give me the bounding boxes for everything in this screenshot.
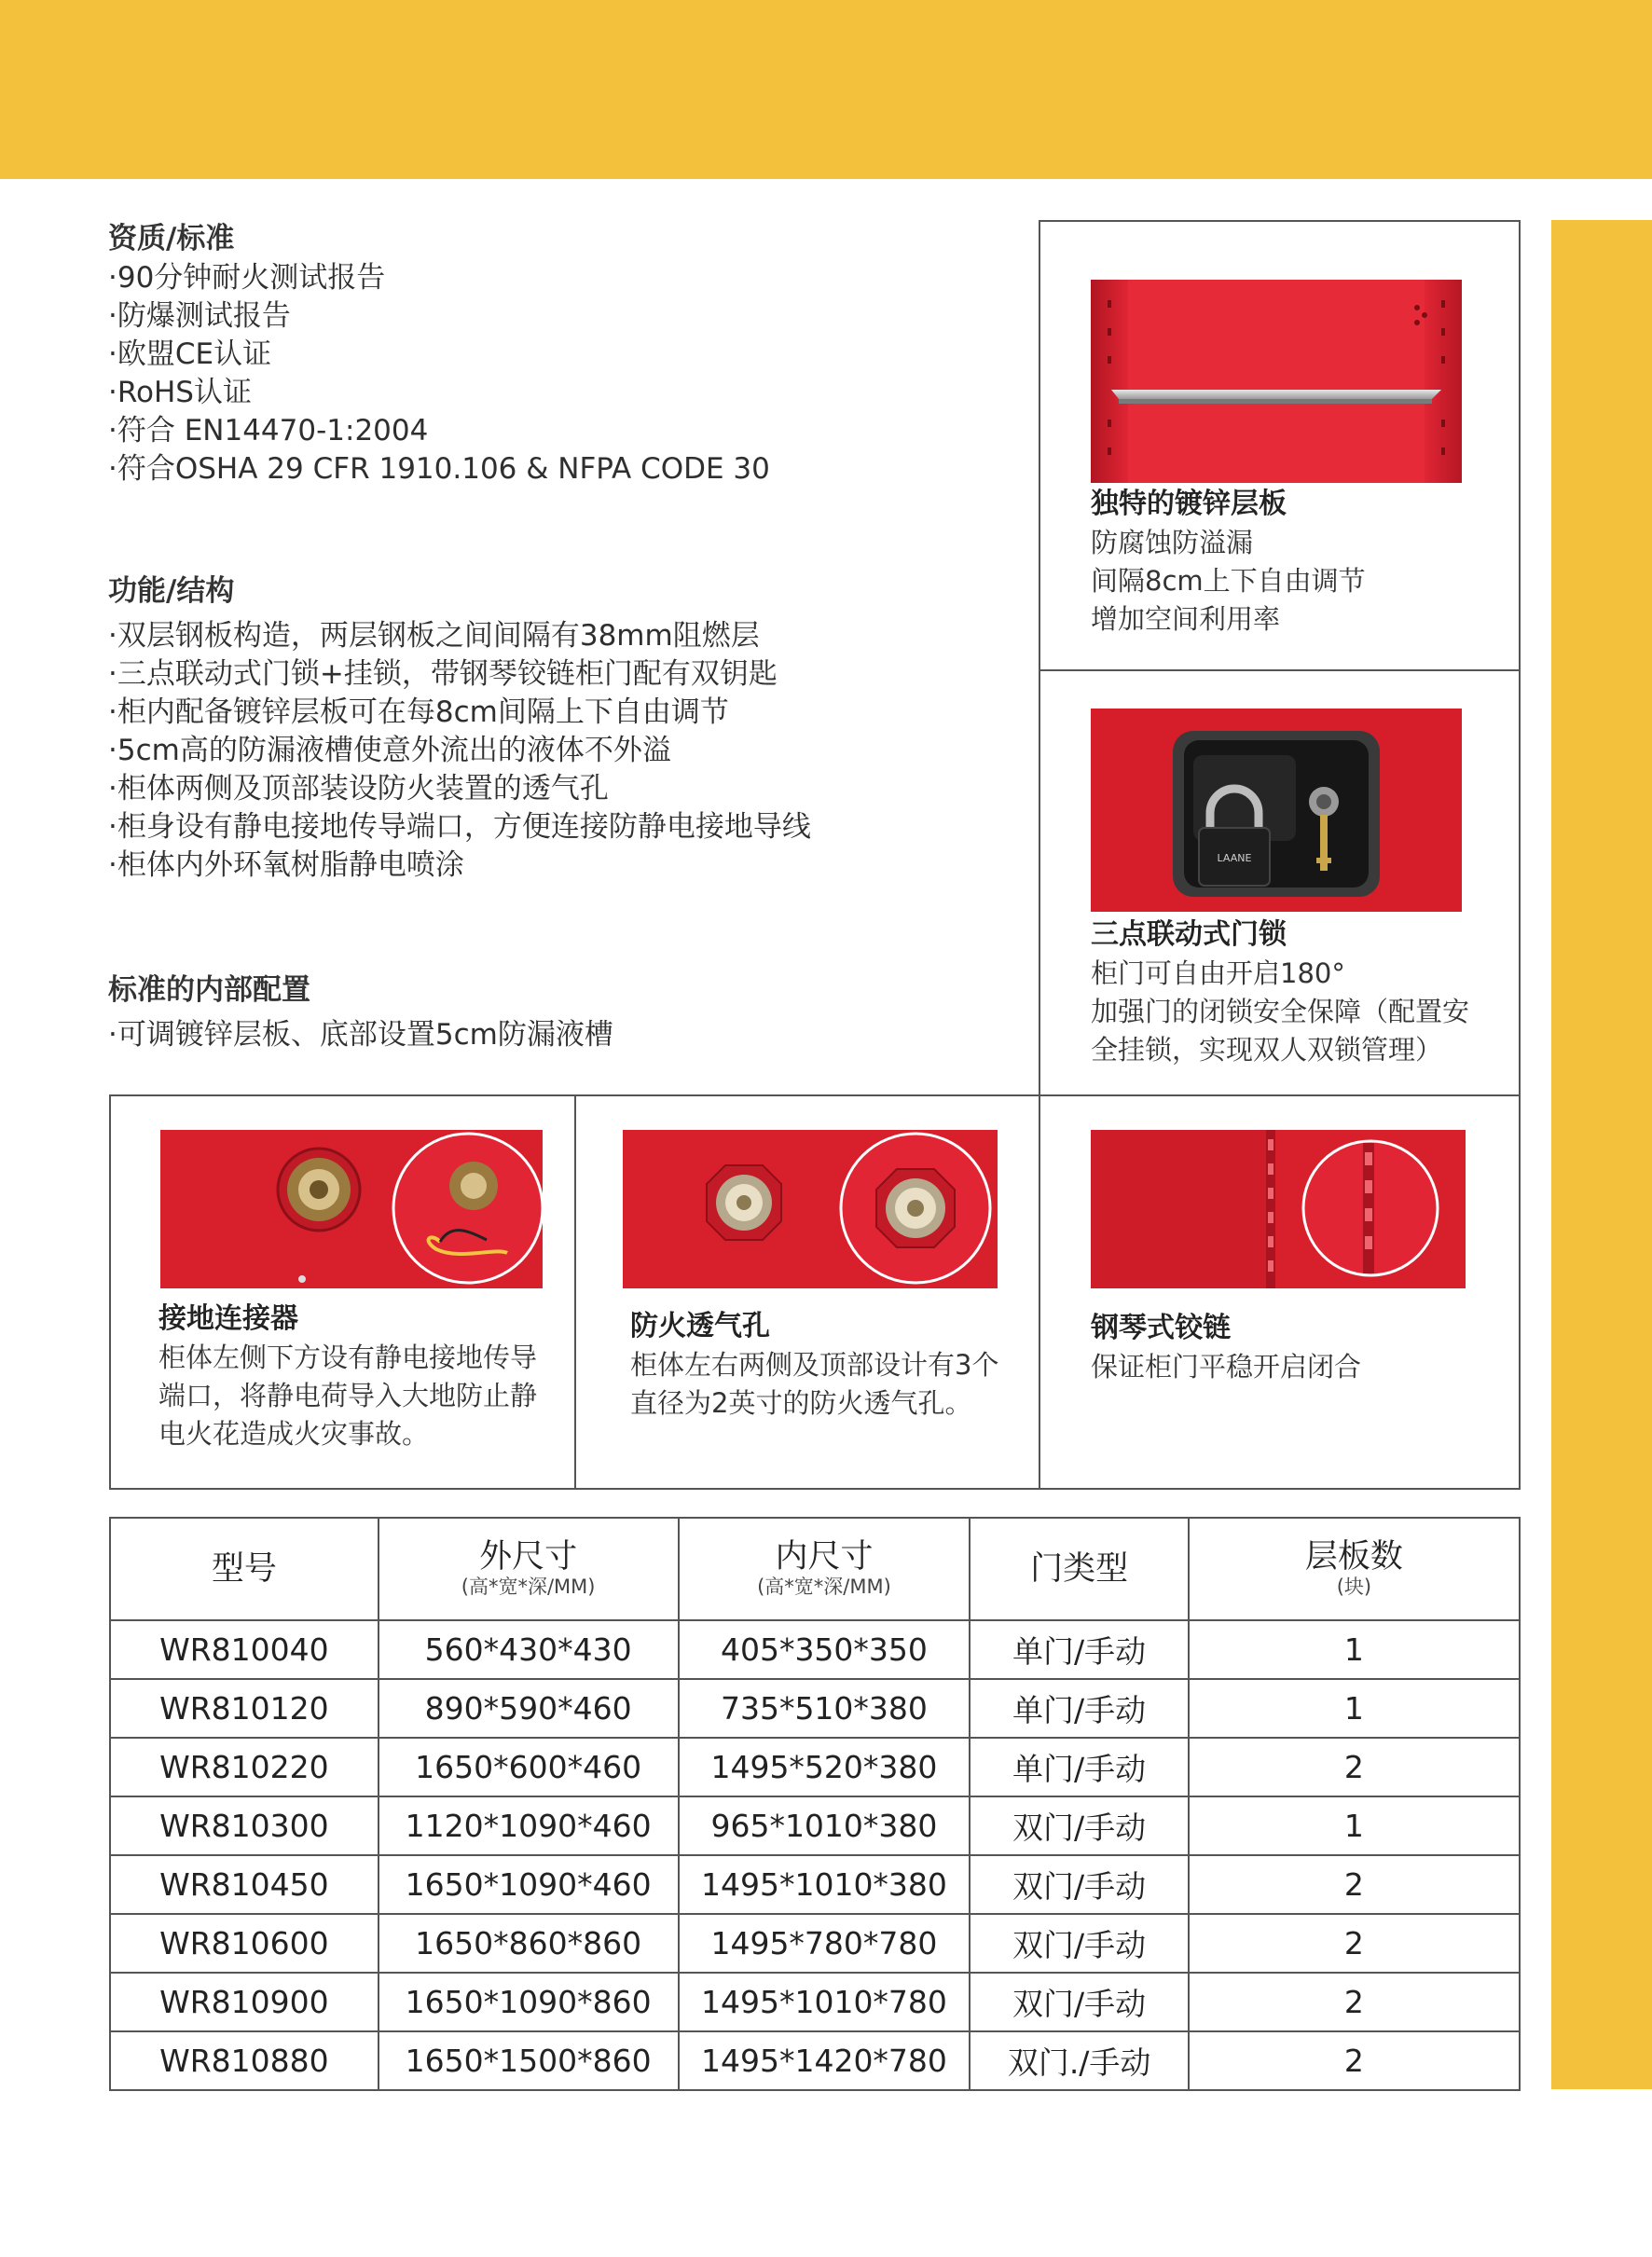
ground-desc-line: 电火花造成火灾事故。	[158, 1418, 430, 1450]
ground-desc-line: 端口，将静电荷导入大地防止静	[158, 1380, 538, 1411]
vent-desc	[630, 1346, 998, 1423]
cell-shelf-count: 1	[1189, 1620, 1520, 1679]
cell-model: WR810450	[110, 1855, 379, 1914]
function-line: ·双层钢板构造，两层钢板之间间隔有38mm阻燃层	[108, 619, 760, 653]
cell-inner-size: 1495*1010*380	[679, 1855, 971, 1914]
cell-inner-size: 1495*520*380	[679, 1738, 971, 1796]
qualification-section	[108, 218, 770, 489]
table-row	[110, 1679, 1520, 1738]
lock-desc	[1091, 955, 1469, 1069]
cell-outer-size: 1650*1090*460	[379, 1855, 679, 1914]
function-section	[108, 571, 811, 885]
table-row	[110, 1914, 1520, 1973]
header-model: 型号	[110, 1518, 379, 1620]
shelf-desc-line: 间隔8cm上下自由调节	[1091, 565, 1366, 597]
cell-shelf-count: 1	[1189, 1796, 1520, 1855]
shelf-title: 独特的镀锌层板	[1091, 488, 1287, 520]
table-row	[110, 1620, 1520, 1679]
function-line: ·柜体内外环氧树脂静电喷涂	[108, 848, 464, 882]
qualification-line: ·欧盟CE认证	[108, 337, 272, 371]
header-outer-size: 外尺寸 (高*宽*深/MM)	[379, 1518, 679, 1620]
spec-table-body	[110, 1620, 1520, 2090]
hinge-title: 钢琴式铰链	[1091, 1312, 1231, 1344]
cell-door-type: 双门./手动	[970, 2031, 1188, 2090]
cell-shelf-count: 2	[1189, 2031, 1520, 2090]
cell-inner-size: 1495*780*780	[679, 1914, 971, 1973]
vent-photo	[623, 1130, 998, 1288]
lock-desc-line: 全挂锁，实现双人双锁管理）	[1091, 1034, 1443, 1066]
cell-inner-size: 405*350*350	[679, 1620, 971, 1679]
vent-title: 防火透气孔	[630, 1310, 770, 1342]
table-row	[110, 2031, 1520, 2090]
cell-outer-size: 890*590*460	[379, 1679, 679, 1738]
ground-title: 接地连接器	[158, 1302, 298, 1335]
qualification-line: ·符合OSHA 29 CFR 1910.106 & NFPA CODE 30	[108, 452, 770, 486]
cell-model: WR810120	[110, 1679, 379, 1738]
vent-desc-line: 柜体左右两侧及顶部设计有3个	[630, 1349, 999, 1381]
function-title: 功能/结构	[108, 574, 235, 608]
cell-inner-size: 965*1010*380	[679, 1796, 971, 1855]
cell-shelf-count: 2	[1189, 1973, 1520, 2031]
table-row	[110, 1973, 1520, 2031]
cell-inner-size: 1495*1420*780	[679, 2031, 971, 2090]
cell-shelf-count: 2	[1189, 1855, 1520, 1914]
cell-shelf-count: 1	[1189, 1679, 1520, 1738]
cell-outer-size: 560*430*430	[379, 1620, 679, 1679]
hinge-illustration	[1091, 1130, 1466, 1288]
cell-door-type: 双门/手动	[970, 1855, 1188, 1914]
top-yellow-band	[0, 0, 1652, 179]
lock-photo	[1091, 709, 1462, 912]
cell-door-type: 单门/手动	[970, 1738, 1188, 1796]
lock-desc-line: 加强门的闭锁安全保障（配置安	[1091, 996, 1470, 1027]
cell-model: WR810600	[110, 1914, 379, 1973]
spec-table	[109, 1517, 1521, 2091]
cell-shelf-count: 2	[1189, 1738, 1520, 1796]
lock-desc-line: 柜门可自由开启180°	[1091, 957, 1345, 989]
function-line: ·三点联动式门锁+挂锁，带钢琴铰链柜门配有双钥匙	[108, 657, 778, 691]
lock-illustration	[1091, 709, 1462, 912]
qualification-line: ·90分钟耐火测试报告	[108, 261, 386, 295]
shelf-illustration	[1091, 280, 1462, 483]
shelf-desc-line: 防腐蚀防溢漏	[1091, 527, 1254, 558]
internal-line: ·可调镀锌层板、底部设置5cm防漏液槽	[108, 1018, 613, 1052]
cell-shelf-count: 2	[1189, 1914, 1520, 1973]
side-yellow-band	[1551, 220, 1652, 2089]
function-line: ·柜内配备镀锌层板可在每8cm间隔上下自由调节	[108, 695, 729, 729]
qualification-line: ·符合 EN14470-1:2004	[108, 414, 429, 447]
lock-title: 三点联动式门锁	[1091, 918, 1287, 951]
function-line: ·5cm高的防漏液槽使意外流出的液体不外溢	[108, 734, 671, 767]
table-row	[110, 1855, 1520, 1914]
cell-inner-size: 1495*1010*780	[679, 1973, 971, 2031]
header-door-type: 门类型	[970, 1518, 1188, 1620]
cell-door-type: 双门/手动	[970, 1914, 1188, 1973]
internal-section	[108, 970, 613, 1054]
cell-inner-size: 735*510*380	[679, 1679, 971, 1738]
hinge-desc-line: 保证柜门平稳开启闭合	[1091, 1351, 1362, 1383]
cell-door-type: 单门/手动	[970, 1679, 1188, 1738]
header-shelf-count: 层板数 (块)	[1189, 1518, 1520, 1620]
function-line: ·柜身设有静电接地传导端口，方便连接防静电接地导线	[108, 810, 811, 844]
vent-desc-line: 直径为2英寸的防火透气孔。	[630, 1387, 972, 1419]
table-header-row	[110, 1518, 1520, 1620]
cell-model: WR810900	[110, 1973, 379, 2031]
qualification-line: ·RoHS认证	[108, 376, 252, 409]
shelf-photo	[1091, 280, 1462, 483]
cell-outer-size: 1650*1090*860	[379, 1973, 679, 2031]
table-row	[110, 1796, 1520, 1855]
cell-outer-size: 1650*600*460	[379, 1738, 679, 1796]
vent-illustration	[623, 1130, 998, 1288]
internal-title: 标准的内部配置	[108, 973, 310, 1007]
ground-photo	[160, 1130, 543, 1288]
cell-model: WR810220	[110, 1738, 379, 1796]
cell-door-type: 双门/手动	[970, 1796, 1188, 1855]
lock-brand-text: LAANE	[1217, 852, 1252, 864]
hinge-photo	[1091, 1130, 1466, 1288]
ground-desc	[158, 1339, 537, 1453]
qualification-title: 资质/标准	[108, 222, 235, 255]
cell-model: WR810040	[110, 1620, 379, 1679]
cell-model: WR810300	[110, 1796, 379, 1855]
cell-outer-size: 1650*860*860	[379, 1914, 679, 1973]
shelf-desc	[1091, 524, 1366, 639]
function-line: ·柜体两侧及顶部装设防火装置的透气孔	[108, 772, 609, 805]
ground-illustration	[160, 1130, 543, 1288]
cell-outer-size: 1650*1500*860	[379, 2031, 679, 2090]
ground-desc-line: 柜体左侧下方设有静电接地传导	[158, 1342, 538, 1373]
header-inner-size: 内尺寸 (高*宽*深/MM)	[679, 1518, 971, 1620]
qualification-line: ·防爆测试报告	[108, 299, 291, 333]
shelf-desc-line: 增加空间利用率	[1091, 603, 1281, 635]
cell-outer-size: 1120*1090*460	[379, 1796, 679, 1855]
table-row	[110, 1738, 1520, 1796]
cell-model: WR810880	[110, 2031, 379, 2090]
hinge-desc	[1091, 1348, 1361, 1386]
cell-door-type: 单门/手动	[970, 1620, 1188, 1679]
cell-door-type: 双门/手动	[970, 1973, 1188, 2031]
